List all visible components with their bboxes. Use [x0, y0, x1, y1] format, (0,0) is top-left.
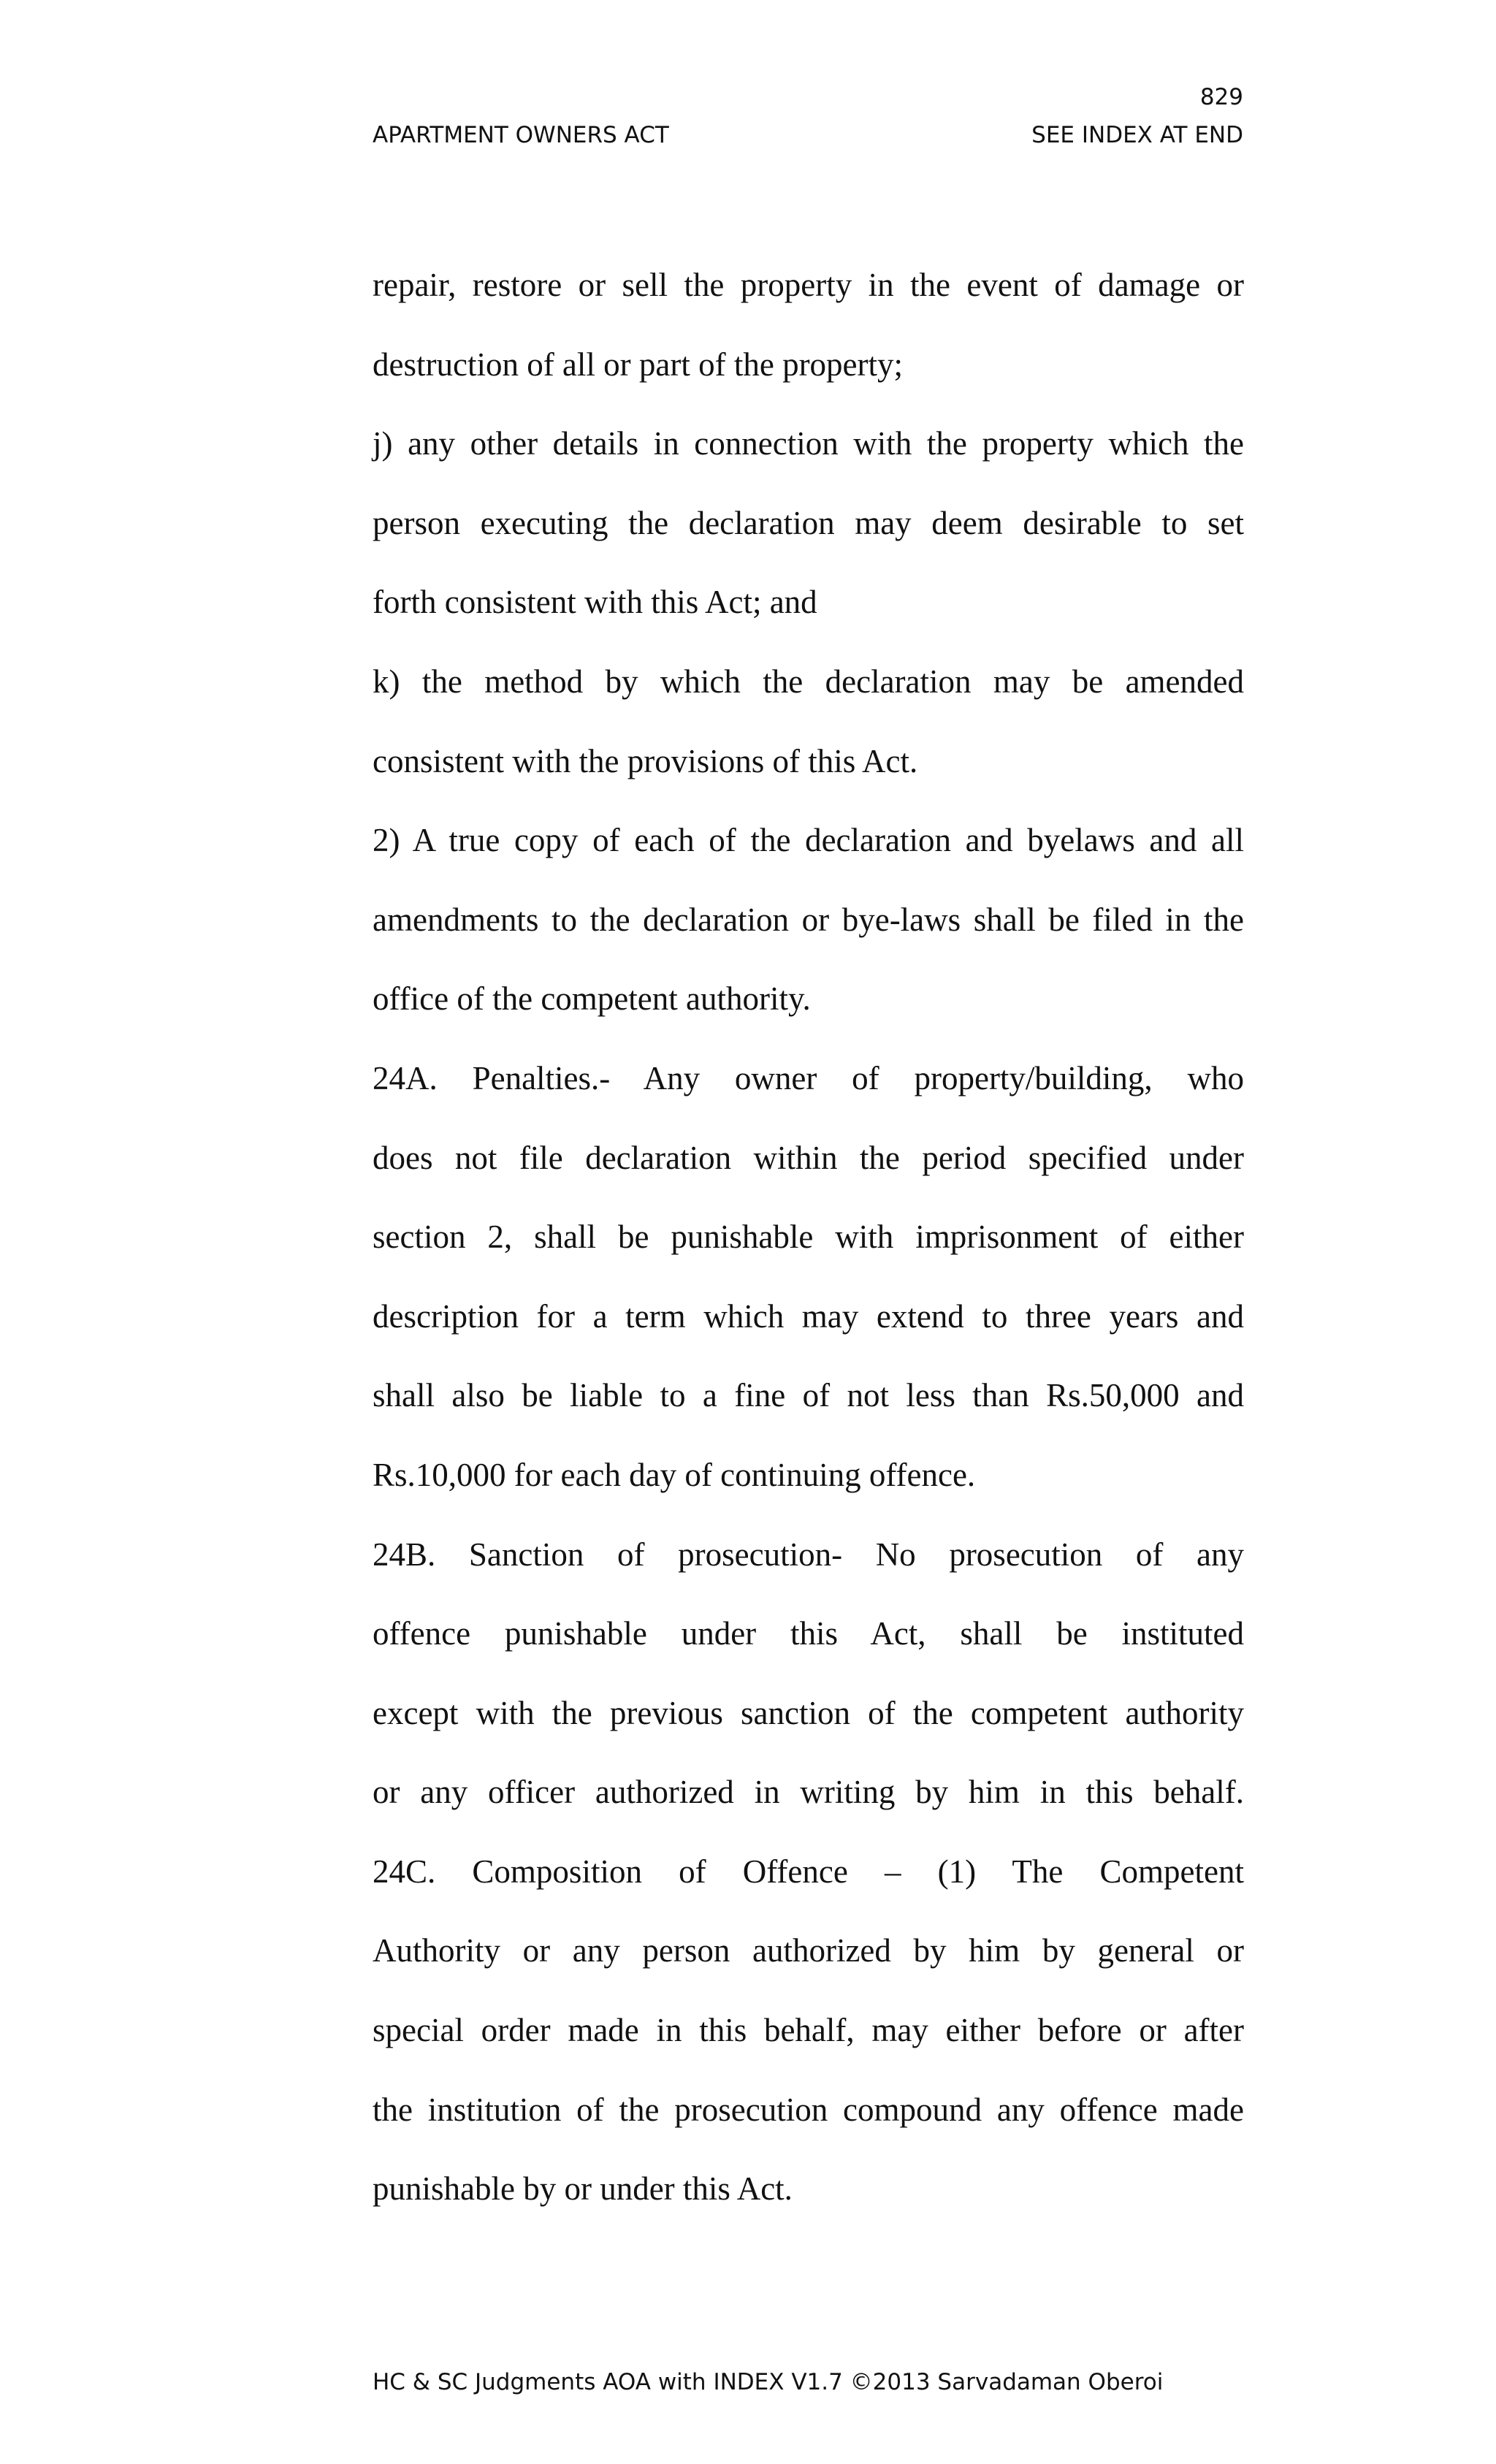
- text-line: forth consistent with this Act; and: [373, 584, 817, 621]
- text-line: 24C. Composition of Offence – (1) The Competent: [373, 1853, 1244, 1890]
- page-number: 829: [1199, 84, 1243, 110]
- text-line: description for a term which may extend to three years and: [373, 1297, 1244, 1335]
- text-line: section 2, shall be punishable with imprisonment of either: [373, 1218, 1244, 1256]
- body-text: [373, 259, 1244, 2243]
- text-line: 2) A true copy of each of the declaration and byelaws and all: [373, 822, 1244, 859]
- text-line: special order made in this behalf, may either before or after: [373, 2012, 1244, 2049]
- text-line: the institution of the prosecution compound any offence made: [373, 2091, 1244, 2128]
- text-line: 24A. Penalties.- Any owner of property/building, who: [373, 1059, 1244, 1096]
- text-line: amendments to the declaration or bye-laws shall be filed in the: [373, 901, 1244, 938]
- text-line: offence punishable under this Act, shall be instituted: [373, 1615, 1244, 1652]
- text-line: destruction of all or part of the property;: [373, 346, 904, 383]
- index-note: SEE INDEX AT END: [1031, 122, 1243, 148]
- running-title: APARTMENT OWNERS ACT: [373, 122, 669, 148]
- text-line: person executing the declaration may deem desirable to set: [373, 504, 1244, 541]
- page-footer: HC & SC Judgments AOA with INDEX V1.7 ©2013 Sarvadaman Oberoi: [373, 2369, 1164, 2395]
- text-line: office of the competent authority.: [373, 980, 811, 1018]
- text-line: punishable by or under this Act.: [373, 2170, 793, 2208]
- text-line: k) the method by which the declaration may be amended: [373, 663, 1244, 700]
- text-line: does not file declaration within the period specified under: [373, 1139, 1244, 1176]
- text-line: shall also be liable to a fine of not less than Rs.50,000 and: [373, 1377, 1244, 1414]
- text-line: or any officer authorized in writing by him in this behalf.: [373, 1774, 1244, 1811]
- text-line: Authority or any person authorized by him by general or: [373, 1932, 1244, 1969]
- text-line: Rs.10,000 for each day of continuing offence.: [373, 1456, 976, 1493]
- text-line: consistent with the provisions of this Act.: [373, 742, 918, 779]
- text-line: repair, restore or sell the property in the event of damage or: [373, 267, 1244, 303]
- text-line: 24B. Sanction of prosecution- No prosecution of any: [373, 1536, 1244, 1573]
- text-line: except with the previous sanction of the competent authority: [373, 1694, 1244, 1731]
- text-line: j) any other details in connection with the property which the: [373, 425, 1244, 462]
